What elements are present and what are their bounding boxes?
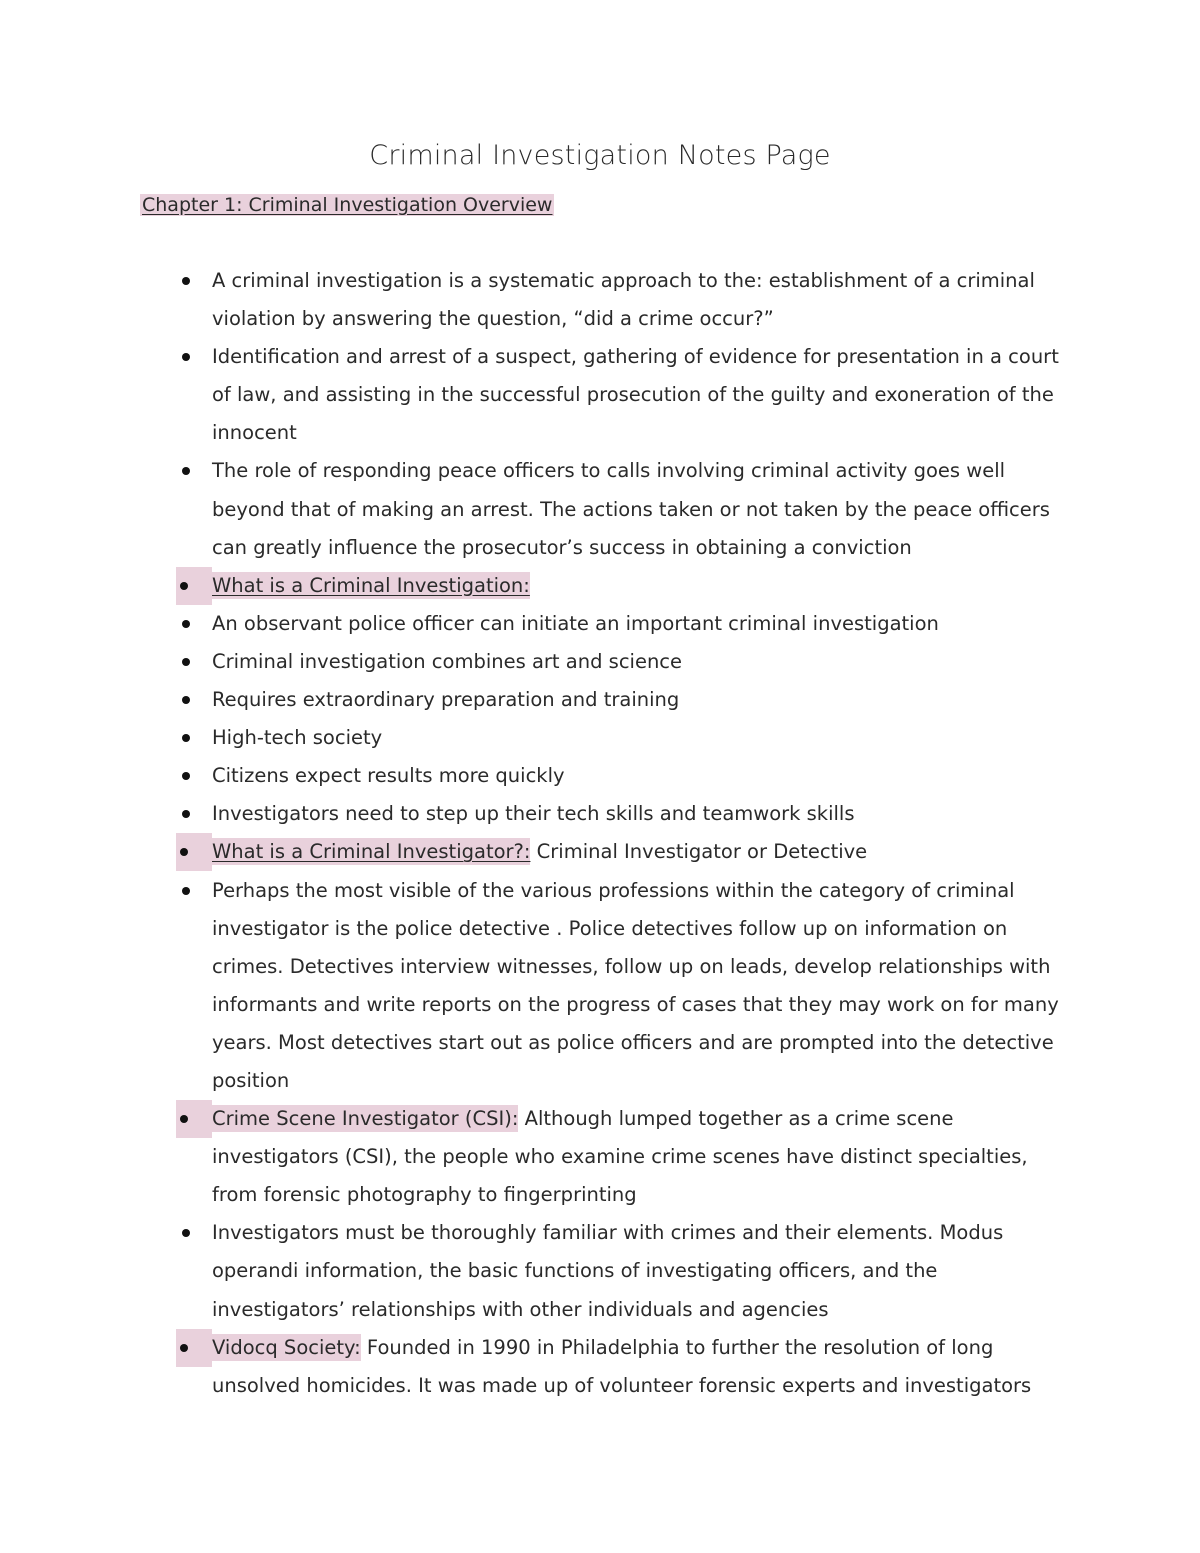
list-item-text: Although lumped together as a crime scene investigators (CSI), the people who examine crime scenes have distinct specialties, from forensic photography to fingerprinting [212,1107,1028,1207]
chapter-heading-text: Chapter 1: Criminal Investigation Overview [142,194,553,216]
list-item-text: A criminal investigation is a systematic approach to the: establishment of a criminal violation by answering the question, “did a crime occur?” [212,269,1035,331]
list-item-text: Criminal Investigator or Detective [530,840,868,864]
list-item [176,872,1076,1101]
highlighted-term: What is a Criminal Investigation: [212,573,530,597]
notes-list [176,262,1076,1405]
list-item-text: Criminal investigation combines art and science [212,649,683,673]
bullet-icon [176,833,212,871]
bullet-icon [176,795,196,833]
list-item-text: The role of responding peace officers to calls involving criminal activity goes well beyond that of making an arrest. The actions taken or not taken by the peace officers can greatly influence the prosecutor’s success in obtaining a conviction [212,459,1050,559]
chapter-heading [140,190,554,220]
list-item [176,757,1076,795]
highlighted-term: Vidocq Society: [212,1335,361,1359]
list-item [176,262,1076,338]
list-item-text: Perhaps the most visible of the various professions within the category of criminal investigator is the police detective . Police detectives follow up on information on crimes. Detectives interview witnesses, follow up on leads, develop relationships with informants and write reports on the progress of cases that they may work on for many years. Most detectives start out as police officers and are prompted into the detective position [212,878,1059,1092]
list-item [176,681,1076,719]
list-item [176,452,1076,566]
list-item [176,719,1076,757]
bullet-icon [176,719,196,757]
bullet-icon [176,338,196,376]
bullet-icon [176,1329,212,1367]
list-item [176,833,1076,871]
highlighted-term: What is a Criminal Investigator?: [212,840,531,864]
list-item-text: Investigators need to step up their tech skills and teamwork skills [212,802,855,826]
bullet-icon [176,262,196,300]
list-item [176,1100,1076,1214]
bullet-icon [176,1100,212,1138]
list-item [176,605,1076,643]
bullet-icon [176,872,196,910]
list-item-text: Requires extraordinary preparation and training [212,688,680,712]
list-item [176,1214,1076,1328]
list-item-text: Citizens expect results more quickly [212,764,565,788]
list-item-text: Investigators must be thoroughly familiar with crimes and their elements. Modus operandi information, the basic functions of investigating officers, and the investigators’ relationships with other individuals and agencies [212,1221,1004,1321]
bullet-icon [176,567,212,605]
bullet-icon [176,1214,196,1252]
list-item-text: An observant police officer can initiate an important criminal investigation [212,611,939,635]
list-item [176,795,1076,833]
list-item-text: Founded in 1990 in Philadelphia to further the resolution of long unsolved homicides. It was made up of volunteer forensic experts and investigators [212,1335,1032,1397]
bullet-icon [176,681,196,719]
list-item [176,338,1076,452]
list-item [176,1329,1076,1405]
bullet-icon [176,757,196,795]
bullet-icon [176,452,196,490]
list-item [176,567,1076,605]
list-item-text: Identification and arrest of a suspect, gathering of evidence for presentation in a court of law, and assisting in the successful prosecution of the guilty and exoneration of the innocent [212,345,1059,445]
bullet-icon [176,643,196,681]
bullet-icon [176,605,196,643]
page-title: Criminal Investigation Notes Page [369,140,831,171]
highlighted-term: Crime Scene Investigator (CSI): [212,1107,519,1131]
list-item-text: High-tech society [212,726,383,750]
list-item [176,643,1076,681]
